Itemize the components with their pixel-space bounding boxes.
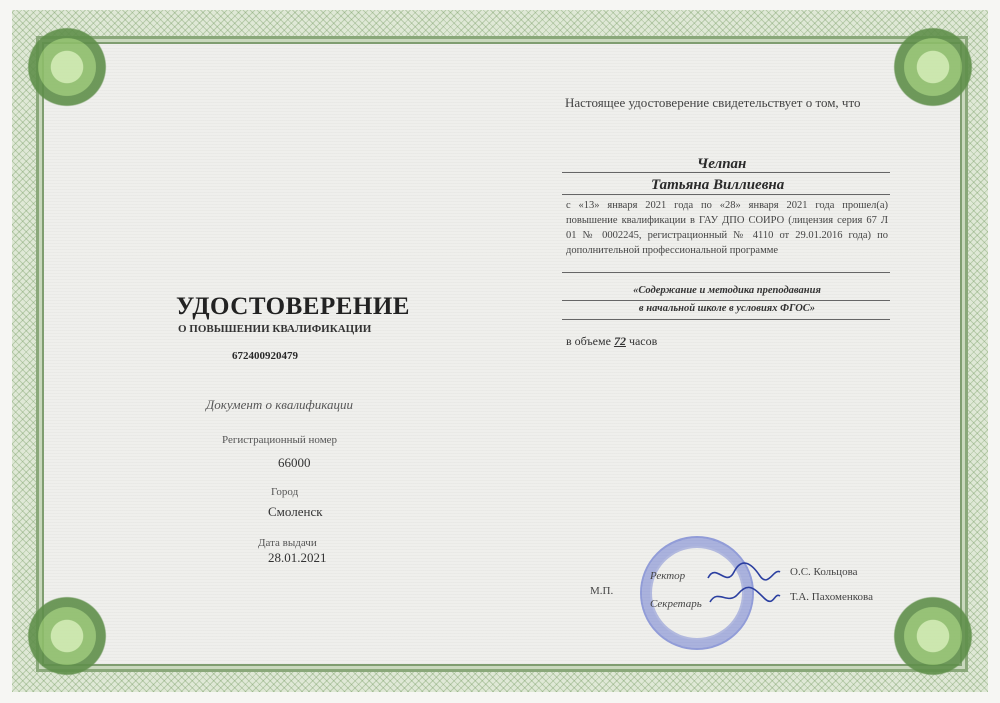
registration-number-value: 66000 (278, 455, 311, 470)
issue-date-label: Дата выдачи (258, 537, 317, 549)
holder-name: Татьяна Виллиевна (651, 177, 785, 193)
corner-ornament-top-right (888, 22, 978, 112)
city-label: Город (271, 486, 299, 498)
corner-ornament-bottom-right (888, 591, 978, 681)
rector-label: Ректор (650, 570, 686, 582)
program-line-1 (562, 272, 890, 273)
program-line-3 (562, 319, 890, 320)
rector-name: О.С. Кольцова (790, 566, 858, 578)
holder-surname: Челпан (697, 156, 747, 172)
program-line-2 (562, 300, 890, 301)
issue-date-value: 28.01.2021 (268, 550, 327, 565)
volume-hours: 72 (613, 334, 626, 348)
city-value: Смоленск (268, 504, 323, 519)
intro-text: Настоящее удостоверение свидетельствует о том, что (565, 95, 861, 110)
certificate-title: УДОСТОВЕРЕНИЕ (176, 293, 410, 320)
course-volume (566, 334, 657, 349)
secretary-name: Т.А. Пахоменкова (790, 591, 873, 603)
program-title-line-2: в начальной школе в условиях ФГОС» (638, 303, 816, 314)
volume-prefix: в объеме (566, 334, 611, 348)
certificate-subtitle: О ПОВЫШЕНИИ КВАЛИФИКАЦИИ (178, 323, 372, 335)
corner-ornament-bottom-left (22, 591, 112, 681)
certificate-number: 672400920479 (232, 350, 298, 362)
course-description: с «13» января 2021 года по «28» января 2021 года прошел(а) повышение квалификации в ГАУ ДПО СОИРО (лицензия серия 67 Л 01 № 0002245, регистрационный № 4110 от 29.01.2016 года) по дополнительной профессиональной программе (566, 200, 888, 256)
corner-ornament-top-left (22, 22, 112, 112)
name-underline (562, 194, 890, 195)
program-title-line-1: «Содержание и методика преподавания (633, 285, 821, 296)
registration-number-label: Регистрационный номер (222, 434, 338, 446)
secretary-label: Секретарь (650, 598, 702, 610)
signatures-image (704, 558, 784, 608)
document-type: Документ о квалификации (206, 397, 353, 412)
surname-underline (562, 172, 890, 173)
seal-place-label: М.П. (590, 585, 614, 597)
volume-suffix: часов (628, 334, 658, 348)
